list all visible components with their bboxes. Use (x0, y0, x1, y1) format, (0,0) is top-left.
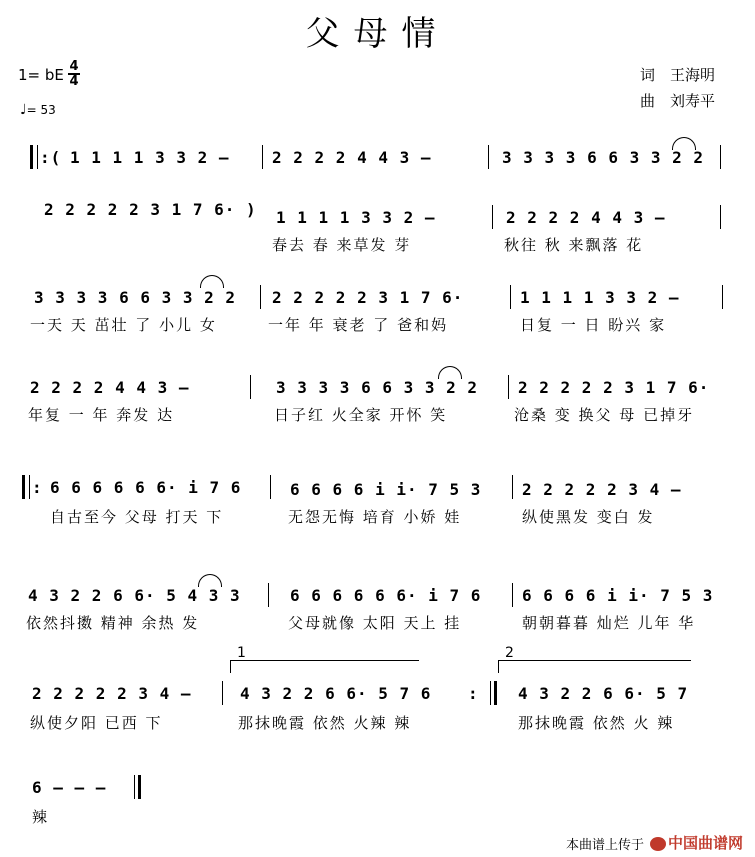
time-sig-bottom: 4 (69, 74, 79, 89)
lyric-line: 自古至今 父母 打天 下 (50, 508, 224, 526)
time-signature (68, 60, 80, 88)
notation-segment: 2 2 2 2 2 3 4 – (522, 480, 682, 499)
notation-segment: 2 2 2 2 2 3 1 7 6· (272, 288, 464, 307)
repeat-end-dots: : (468, 684, 479, 703)
repeat-end-barline (490, 681, 497, 705)
barline (488, 145, 489, 169)
notation-segment: 6 6 6 6 6 6· i 7 6 (50, 478, 242, 497)
song-title: 父母情 (305, 14, 450, 54)
tempo-marking (20, 102, 56, 118)
notation-segment: 2 2 2 2 2 3 4 – (32, 684, 192, 703)
site-logo-text: 中国曲谱网 (668, 834, 744, 852)
notation-line: :( (40, 148, 62, 167)
notation-segment: 1 1 1 1 3 3 2 – (70, 148, 230, 167)
lyric-line: 一天 天 茁壮 了 小儿 女 (30, 316, 217, 334)
notation-segment: 6 6 6 6 i i· 7 5 3 (290, 480, 482, 499)
notation-segment: 6 – – – (32, 778, 107, 797)
barline (508, 375, 509, 399)
lyric-line: 无怨无悔 培育 小娇 娃 (288, 508, 462, 526)
lyric-line: 那抹晚霞 依然 火辣 辣 (238, 714, 412, 732)
lyric-line: 那抹晚霞 依然 火 辣 (518, 714, 675, 732)
lyric-line: 辣 (32, 808, 50, 826)
lyric-line: 依然抖擞 精神 余热 发 (26, 614, 200, 632)
volta-number: 1 (237, 645, 246, 661)
site-logo[interactable] (650, 832, 743, 853)
lyric-line: 日子红 火全家 开怀 笑 (274, 406, 448, 424)
notation-segment: 2 2 2 2 2 3 1 7 6· ) (44, 200, 257, 219)
upload-credit: 本曲谱上传于 (566, 838, 645, 853)
key-signature (18, 66, 64, 84)
lyric-line: 秋往 秋 来飘落 花 (504, 236, 644, 254)
lyric-line: 春去 春 来草发 芽 (272, 236, 412, 254)
lyricist: 词 王海明 (640, 66, 716, 84)
notation-segment: 4 3 2 2 6 6· 5 4 3 3 (28, 586, 241, 605)
tempo-text: = 53 (26, 103, 56, 117)
site-logo-icon (650, 837, 666, 851)
lyric-line: 纵使夕阳 已西 下 (30, 714, 163, 732)
repeat-start-barline (22, 475, 30, 499)
notation-line: : (32, 478, 43, 497)
tie-slur (438, 366, 462, 379)
barline (722, 285, 723, 309)
barline (268, 583, 269, 607)
notation-segment: 3 3 3 3 6 6 3 3 2 2 (502, 148, 705, 167)
barline (720, 205, 721, 229)
final-barline (134, 775, 141, 799)
notation-segment: 2 2 2 2 4 4 3 – (272, 148, 432, 167)
tie-slur (198, 574, 222, 587)
tie-slur (672, 137, 696, 150)
composer: 曲 刘寿平 (640, 92, 716, 110)
notation-segment: 2 2 2 2 2 3 1 7 6· (518, 378, 710, 397)
time-sig-top: 4 (69, 59, 79, 74)
barline (262, 145, 263, 169)
lyric-line: 朝朝暮暮 灿烂 儿年 华 (522, 614, 696, 632)
volta-number: 2 (505, 645, 514, 661)
quarter-note-icon: ♩ (20, 102, 27, 118)
tie-slur (200, 275, 224, 288)
barline (250, 375, 251, 399)
lyric-line: 年复 一 年 奔发 达 (28, 406, 175, 424)
barline (260, 285, 261, 309)
notation-segment: 4 3 2 2 6 6· 5 7 6 (240, 684, 432, 703)
volta-first-ending (230, 645, 419, 673)
barline (512, 583, 513, 607)
notation-segment: 2 2 2 2 4 4 3 – (506, 208, 666, 227)
notation-segment: 4 3 2 2 6 6· 5 7 (518, 684, 689, 703)
barline (492, 205, 493, 229)
lyric-line: 日复 一 日 盼兴 家 (520, 316, 667, 334)
barline (510, 285, 511, 309)
notation-segment: 3 3 3 3 6 6 3 3 2 2 (276, 378, 479, 397)
notation-segment: 6 6 6 6 6 6· i 7 6 (290, 586, 482, 605)
volta-second-ending (498, 645, 691, 673)
barline (222, 681, 223, 705)
barline (512, 475, 513, 499)
lyric-line: 纵使黑发 变白 发 (522, 508, 655, 526)
notation-segment: 2 2 2 2 4 4 3 – (30, 378, 190, 397)
notation-segment: 1 1 1 1 3 3 2 – (520, 288, 680, 307)
lyric-line: 父母就像 太阳 天上 挂 (288, 614, 462, 632)
notation-segment: 3 3 3 3 6 6 3 3 2 2 (34, 288, 237, 307)
barline (270, 475, 271, 499)
lyric-line: 一年 年 衰老 了 爸和妈 (268, 316, 449, 334)
key-text: 1= bE (18, 66, 64, 84)
notation-segment: 1 1 1 1 3 3 2 – (276, 208, 436, 227)
repeat-start-barline (30, 145, 38, 169)
notation-segment: 6 6 6 6 i i· 7 5 3 (522, 586, 714, 605)
barline (720, 145, 721, 169)
lyric-line: 沧桑 变 换父 母 已掉牙 (514, 406, 695, 424)
